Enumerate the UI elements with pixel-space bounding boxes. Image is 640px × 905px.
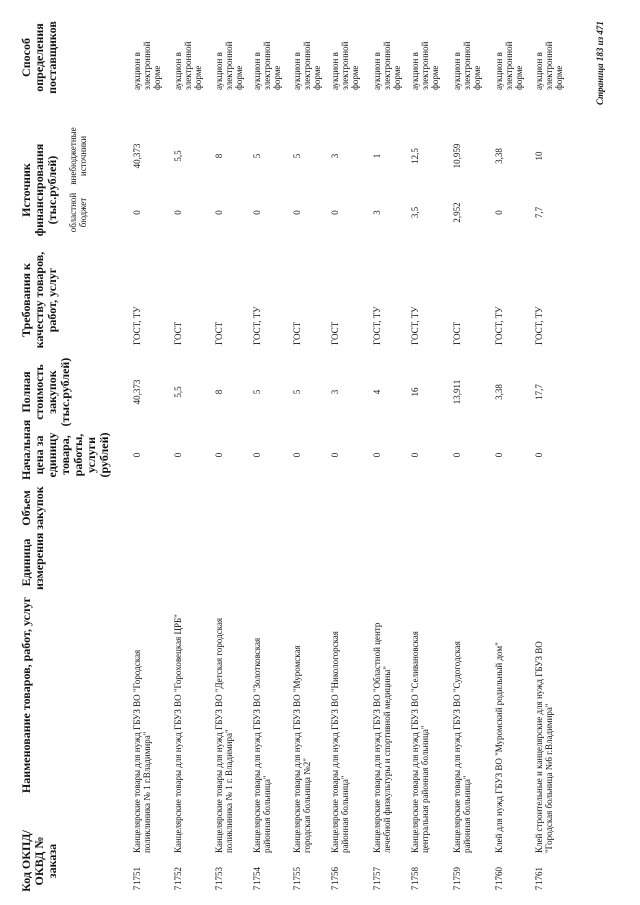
cell-name: Канцелярские товары для нужд ГБУЗ ВО "Муромская городская больница №2" xyxy=(292,645,312,853)
cell-budget: 0 xyxy=(252,210,262,215)
cell-num: 1754 xyxy=(252,867,262,885)
cell-budget: 0 xyxy=(494,210,504,215)
cell-total: 5 xyxy=(292,389,302,395)
cell-total: 40,373 xyxy=(132,379,142,405)
cell-name: Канцелярские товары для нужд ГБУЗ ВО "Областной центр лечебной физкультуры и спортивной медицины" xyxy=(372,622,392,853)
cell-name: Канцелярские товары для нужд ГБУЗ ВО "Селивановская центральная районная больница" xyxy=(410,631,430,853)
cell-method: аукцион в электронной форме xyxy=(173,41,203,90)
cell-code: 7 xyxy=(292,885,302,891)
cell-name: Канцелярские товары для нужд ГБУЗ ВО "Городская поликлиника № 1 г.Владимира" xyxy=(132,649,152,853)
cell-num: 1756 xyxy=(330,867,340,885)
cell-num: 1759 xyxy=(452,867,462,885)
cell-code: 7 xyxy=(534,885,544,891)
cell-method: аукцион в электронной форме xyxy=(214,41,244,90)
page-number: Страница 183 из 471 xyxy=(595,21,605,105)
cell-req: ГОСТ xyxy=(292,321,302,345)
cell-req: ГОСТ xyxy=(214,321,224,345)
cell-name: Клей строительные и канцелярские для нужд ГБУЗ ВО "Городская больница №6 г.Владимира" xyxy=(534,641,554,853)
cell-other: 5 xyxy=(292,153,302,159)
cell-num: 1758 xyxy=(410,867,420,885)
cell-price: 0 xyxy=(173,452,183,458)
cell-req: ГОСТ, ТУ xyxy=(372,306,382,345)
cell-req: ГОСТ, ТУ xyxy=(410,306,420,345)
cell-code: 7 xyxy=(410,885,420,891)
header-price: Начальная цена за единицу товара, работы, услуги (рублей) xyxy=(19,419,111,480)
cell-name: Канцелярские товары для нужд ГБУЗ ВО "Никологорская районная больница" xyxy=(330,631,350,853)
cell-name: Канцелярские товары для нужд ГБУЗ ВО "Золотковская районная больница" xyxy=(252,637,272,853)
cell-price: 0 xyxy=(534,452,544,458)
header-code: Код ОКПД/ ОКВД № заказа xyxy=(19,830,59,892)
cell-method: аукцион в электронной форме xyxy=(292,41,322,90)
cell-req: ГОСТ, ТУ xyxy=(252,306,262,345)
cell-price: 0 xyxy=(410,452,420,458)
cell-price: 0 xyxy=(330,452,340,458)
cell-other: 1 xyxy=(372,153,382,159)
cell-req: ГОСТ xyxy=(173,321,183,345)
cell-budget: 7,7 xyxy=(534,206,544,219)
cell-num: 1755 xyxy=(292,867,302,885)
header-financing-other: внебюджетные источники xyxy=(68,127,88,185)
cell-budget: 0 xyxy=(214,210,224,215)
cell-num: 1761 xyxy=(534,867,544,885)
cell-budget: 0 xyxy=(292,210,302,215)
cell-price: 0 xyxy=(252,452,262,458)
cell-other: 10 xyxy=(534,151,544,161)
cell-total: 16 xyxy=(410,387,420,397)
cell-code: 7 xyxy=(452,885,462,891)
cell-num: 1753 xyxy=(214,867,224,885)
cell-name: Канцелярские товары для нужд ГБУЗ ВО "Судогодская районная больница" xyxy=(452,641,472,853)
cell-req: ГОСТ, ТУ xyxy=(534,306,544,345)
cell-other: 40,373 xyxy=(132,143,142,169)
cell-num: 1757 xyxy=(372,867,382,885)
cell-other: 10,959 xyxy=(452,143,462,169)
header-method: Способ определения поставщиков xyxy=(19,21,59,94)
cell-budget: 0 xyxy=(173,210,183,215)
cell-total: 4 xyxy=(372,389,382,395)
cell-req: ГОСТ xyxy=(452,321,462,345)
cell-code: 7 xyxy=(173,885,183,891)
cell-method: аукцион в электронной форме xyxy=(372,41,402,90)
header-financing: Источник финансирования (тыс.рублей) xyxy=(19,143,59,237)
cell-code: 7 xyxy=(252,885,262,891)
cell-other: 5,5 xyxy=(173,150,183,162)
cell-method: аукцион в электронной форме xyxy=(494,41,524,90)
cell-method: аукцион в электронной форме xyxy=(410,41,440,90)
cell-code: 7 xyxy=(330,885,340,891)
cell-budget: 0 xyxy=(330,210,340,215)
cell-total: 13,911 xyxy=(452,379,462,405)
cell-other: 12,5 xyxy=(410,148,420,164)
cell-req: ГОСТ, ТУ xyxy=(494,306,504,345)
cell-other: 3,38 xyxy=(494,148,504,164)
cell-total: 8 xyxy=(214,389,224,395)
cell-budget: 3 xyxy=(372,210,382,215)
cell-other: 3 xyxy=(330,153,340,159)
header-total: Полная стоимость закупок (тыс.рублей) xyxy=(19,357,72,427)
cell-budget: 3,5 xyxy=(410,206,420,219)
cell-code: 7 xyxy=(494,885,504,891)
cell-method: аукцион в электронной форме xyxy=(330,41,360,90)
cell-code: 7 xyxy=(214,885,224,891)
cell-price: 0 xyxy=(494,452,504,458)
cell-total: 17,7 xyxy=(534,384,544,400)
header-volume: Объем закупок xyxy=(19,486,46,530)
cell-price: 0 xyxy=(452,452,462,458)
cell-method: аукцион в электронной форме xyxy=(534,41,564,90)
header-requirements: Требования к качеству товаров, работ, услуг xyxy=(19,251,59,349)
cell-total: 5 xyxy=(252,389,262,395)
cell-price: 0 xyxy=(132,452,142,458)
cell-total: 5,5 xyxy=(173,386,183,398)
cell-name: Канцелярские товары для нужд ГБУЗ ВО "Гороховецкая ЦРБ" xyxy=(173,614,183,853)
cell-code: 7 xyxy=(132,885,142,891)
header-unit: Единица измерения xyxy=(19,532,46,590)
cell-other: 5 xyxy=(252,153,262,159)
cell-budget: 2,952 xyxy=(452,202,462,223)
header-financing-budget: областной бюджет xyxy=(68,192,88,233)
cell-req: ГОСТ xyxy=(330,321,340,345)
cell-req: ГОСТ, ТУ xyxy=(132,306,142,345)
cell-price: 0 xyxy=(214,452,224,458)
cell-num: 1751 xyxy=(132,867,142,885)
header-name: Наименование товаров, работ, услуг xyxy=(19,596,33,794)
cell-name: Канцелярские товары для нужд ГБУЗ ВО "Детская городская поликлиника № 1 г. Владимира" xyxy=(214,617,234,853)
cell-total: 3 xyxy=(330,389,340,395)
cell-price: 0 xyxy=(372,452,382,458)
cell-name: Клей для нужд ГБУЗ ВО "Муромский родильный дом" xyxy=(494,642,504,853)
cell-method: аукцион в электронной форме xyxy=(132,41,162,90)
cell-method: аукцион в электронной форме xyxy=(452,41,482,90)
cell-code: 7 xyxy=(372,885,382,891)
cell-total: 3,38 xyxy=(494,384,504,400)
cell-budget: 0 xyxy=(132,210,142,215)
cell-other: 8 xyxy=(214,153,224,159)
cell-num: 1760 xyxy=(494,867,504,885)
cell-method: аукцион в электронной форме xyxy=(252,41,282,90)
cell-price: 0 xyxy=(292,452,302,458)
cell-num: 1752 xyxy=(173,867,183,885)
